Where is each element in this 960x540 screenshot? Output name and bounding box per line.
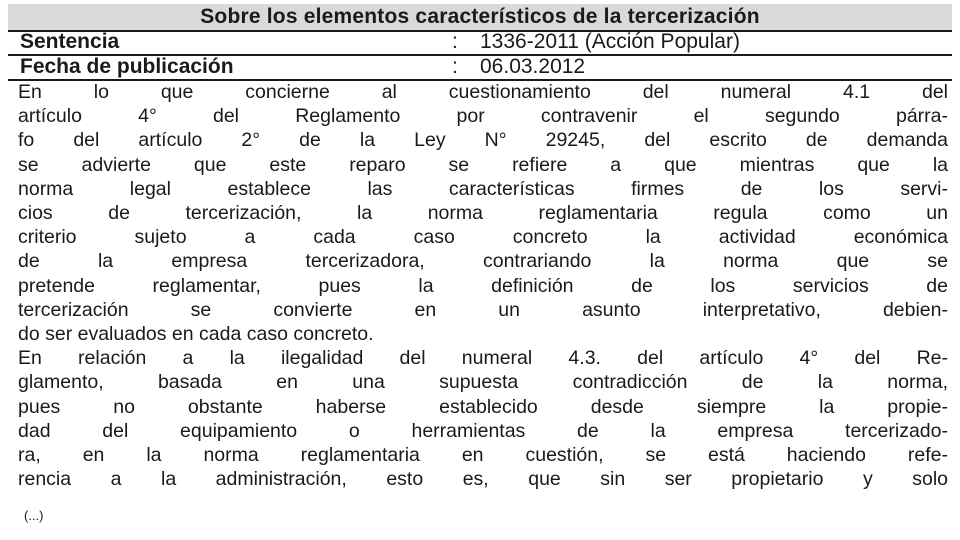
text-line: rencia a la administración, esto es, que sin ser propietario y solo: [18, 468, 948, 491]
fecha-value: 06.03.2012: [480, 55, 586, 78]
text-line: se advierte que este reparo se refiere a que mientras que la: [18, 153, 948, 176]
text-line: de la empresa tercerizadora, contrariando la norma que se: [18, 250, 948, 273]
paragraph-1: [18, 80, 948, 346]
text-line: cios de tercerización, la norma reglamentaria regula como un: [18, 202, 948, 225]
text-line: glamento, basada en una supuesta contradicción de la norma,: [18, 371, 948, 394]
text-line: pues no obstante haberse establecido desde siempre la propie-: [18, 395, 948, 418]
text-line: ra, en la norma reglamentaria en cuestión, se está haciendo refe-: [18, 444, 948, 467]
sentencia-label: Sentencia: [20, 30, 120, 53]
sentencia-row: [8, 30, 952, 56]
text-line: pretende reglamentar, pues la definición de los servicios de: [18, 274, 948, 297]
sentencia-value: 1336-2011 (Acción Popular): [480, 30, 740, 53]
text-line: norma legal establece las características firmes de los servi-: [18, 177, 948, 200]
fecha-label: Fecha de publicación: [20, 55, 234, 78]
text-line: En lo que concierne al cuestionamiento del numeral 4.1 del: [18, 81, 948, 103]
text-line: do ser evaluados en cada caso concreto.: [18, 323, 374, 346]
fecha-row: [8, 55, 952, 81]
paragraph-2: [18, 346, 948, 491]
ellipsis-marker: (...): [24, 508, 44, 523]
sentencia-colon: :: [452, 30, 458, 53]
text-line: fo del artículo 2° de la Ley N° 29245, del escrito de demanda: [18, 129, 948, 152]
body-text: [18, 80, 948, 491]
title-bar: [8, 4, 952, 32]
document-title: Sobre los elementos característicos de la tercerización: [200, 5, 760, 28]
text-line: artículo 4° del Reglamento por contravenir el segundo párra-: [18, 105, 948, 128]
fecha-colon: :: [452, 55, 458, 78]
text-line: criterio sujeto a cada caso concreto la actividad económica: [18, 226, 948, 249]
text-line: tercerización se convierte en un asunto interpretativo, debien-: [18, 298, 948, 321]
text-line: En relación a la ilegalidad del numeral 4.3. del artículo 4° del Re-: [18, 347, 948, 370]
text-line: dad del equipamiento o herramientas de la empresa tercerizado-: [18, 419, 948, 442]
